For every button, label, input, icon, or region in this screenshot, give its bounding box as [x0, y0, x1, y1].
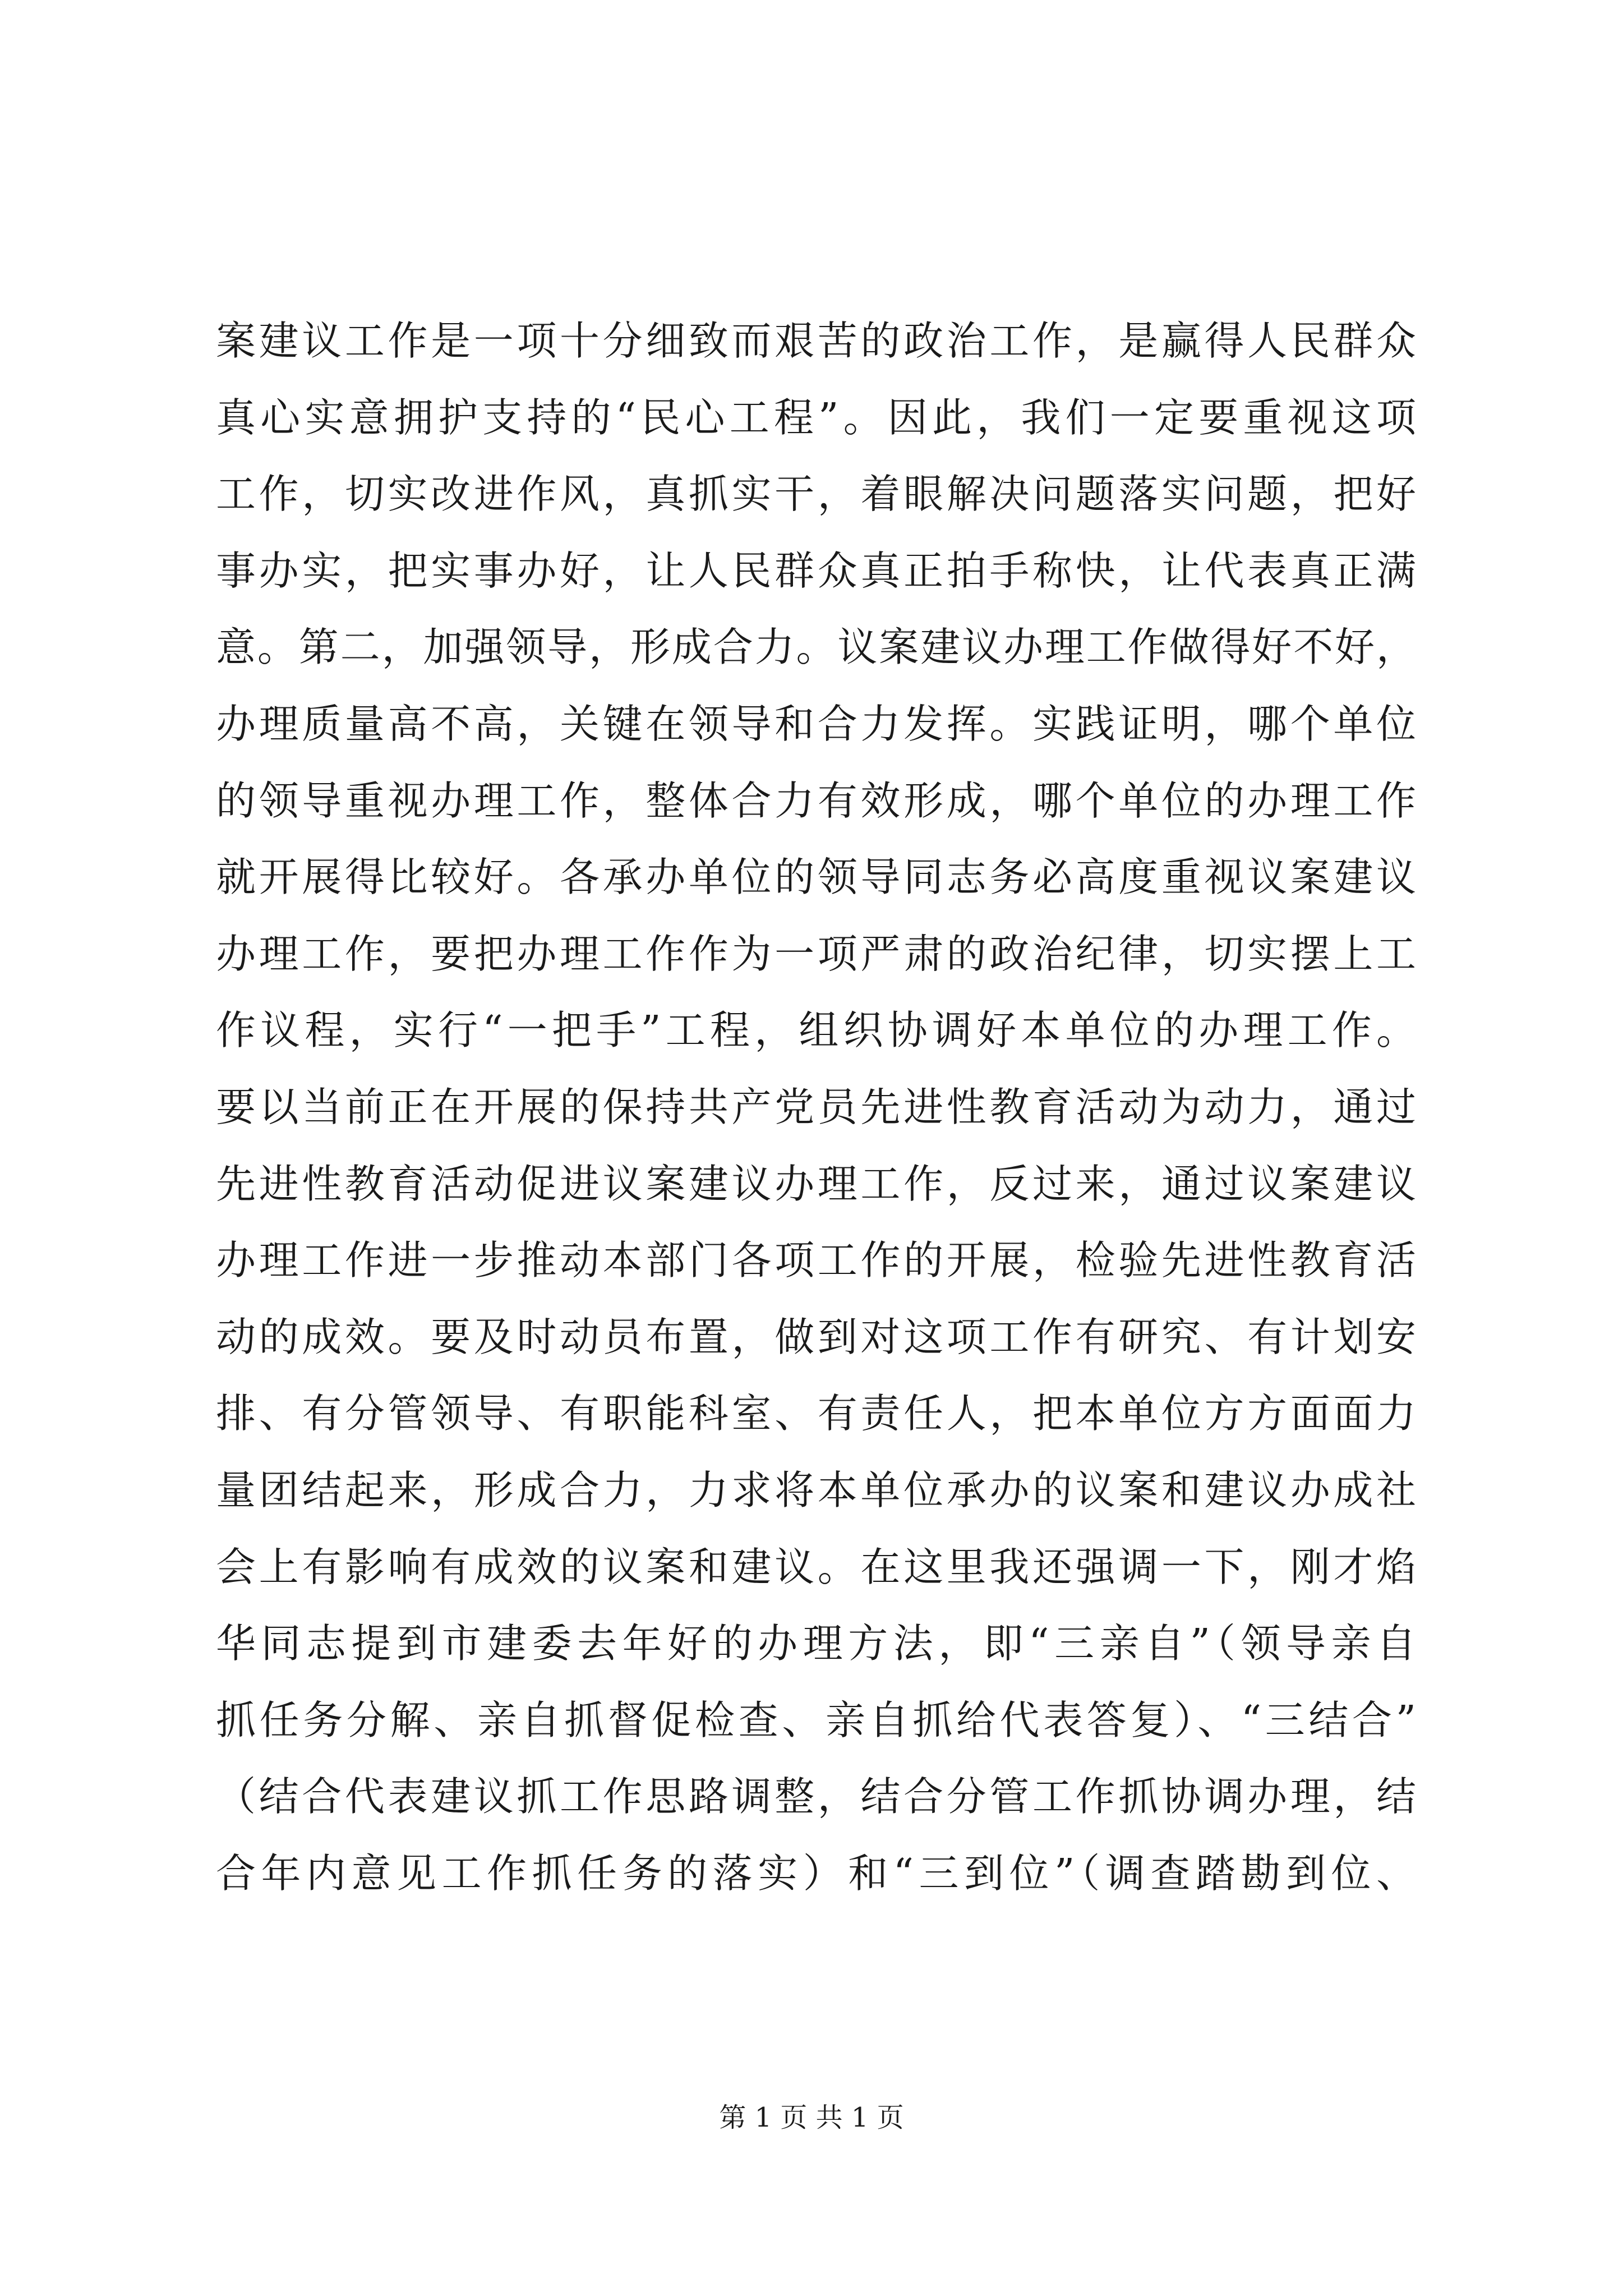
text-line: 工作，切实改进作风，真抓实干，着眼解决问题落实问题，把好 [216, 471, 1416, 518]
text-line: 先进性教育活动促进议案建议办理工作，反过来，通过议案建议 [216, 1160, 1416, 1207]
text-line: 办理质量高不高，关键在领导和合力发挥。实践证明，哪个单位 [216, 700, 1416, 747]
text-line: 作议程，实行“一把手”工程，组织协调好本单位的办理工作。 [216, 1007, 1416, 1054]
text-line: 案建议工作是一项十分细致而艰苦的政治工作，是赢得人民群众 [216, 318, 1416, 364]
text-line: 抓任务分解、亲自抓督促检查、亲自抓给代表答复）、“三结合” [216, 1696, 1416, 1743]
body-text [216, 303, 1416, 1912]
text-line: 的领导重视办理工作，整体合力有效形成，哪个单位的办理工作 [216, 777, 1416, 824]
text-line: 办理工作，要把办理工作作为一项严肃的政治纪律，切实摆上工 [216, 930, 1416, 977]
text-line: 事办实，把实事办好，让人民群众真正拍手称快，让代表真正满 [216, 547, 1416, 594]
page-footer: 第 1 页 共 1 页 [719, 2102, 904, 2133]
text-line: 动的成效。要及时动员布置，做到对这项工作有研究、有计划安 [216, 1313, 1416, 1360]
text-line: 排、有分管领导、有职能科室、有责任人，把本单位方方面面力 [216, 1390, 1416, 1437]
text-line: 华同志提到市建委去年好的办理方法，即“三亲自”（领导亲自 [216, 1620, 1416, 1667]
text-line: 办理工作进一步推动本部门各项工作的开展，检验先进性教育活 [216, 1237, 1416, 1284]
text-line: 真心实意拥护支持的“民心工程”。因此，我们一定要重视这项 [216, 394, 1416, 441]
text-line: 就开展得比较好。各承办单位的领导同志务必高度重视议案建议 [216, 854, 1416, 901]
text-line: （结合代表建议抓工作思路调整，结合分管工作抓协调办理，结 [216, 1773, 1416, 1820]
text-line: 量团结起来，形成合力，力求将本单位承办的议案和建议办成社 [216, 1466, 1416, 1513]
text-line: 意。第二，加强领导，形成合力。议案建议办理工作做得好不好， [216, 624, 1416, 671]
text-line: 会上有影响有成效的议案和建议。在这里我还强调一下，刚才焰 [216, 1543, 1416, 1590]
text-line: 合年内意见工作抓任务的落实）和“三到位”（调查踏勘到位、 [216, 1849, 1416, 1897]
text-line: 要以当前正在开展的保持共产党员先进性教育活动为动力，通过 [216, 1083, 1416, 1130]
